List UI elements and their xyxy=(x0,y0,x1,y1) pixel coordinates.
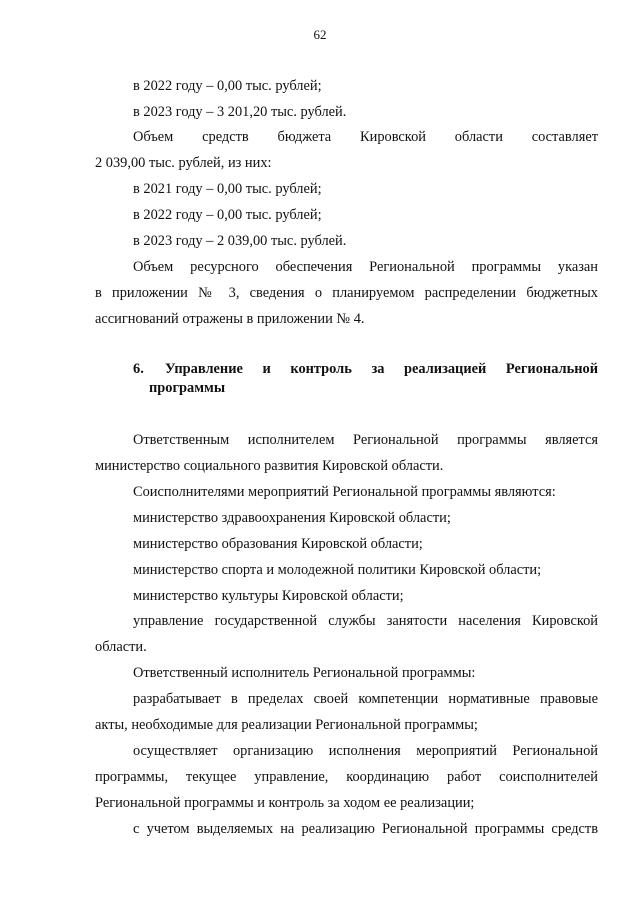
text-line: ассигнований отражены в приложении № 4. xyxy=(95,311,365,327)
text-line: министерство образования Кировской области; xyxy=(133,536,423,552)
text-line: области. xyxy=(95,639,147,655)
text-line: Ответственным исполнителем Региональной программы является xyxy=(133,432,598,448)
text-line: 2 039,00 тыс. рублей, из них: xyxy=(95,155,272,171)
text-line: управление государственной службы занятости населения Кировской xyxy=(133,613,598,629)
text-line: Объем ресурсного обеспечения Региональной программы указан xyxy=(133,259,598,275)
text-line: в 2023 году – 2 039,00 тыс. рублей. xyxy=(133,233,347,249)
text-line: Объем средств бюджета Кировской области составляет xyxy=(133,129,598,145)
text-line: Региональной программы и контроль за ходом ее реализации; xyxy=(95,795,475,811)
text-line: министерство спорта и молодежной политики Кировской области; xyxy=(133,562,542,578)
text-line: в 2021 году – 0,00 тыс. рублей; xyxy=(133,181,322,197)
text-line: Ответственный исполнитель Региональной программы: xyxy=(133,665,476,681)
text-line: акты, необходимые для реализации Региональной программы; xyxy=(95,717,478,733)
text-line: осуществляет организацию исполнения мероприятий Региональной xyxy=(133,743,598,759)
text-line: программы, текущее управление, координацию работ соисполнителей xyxy=(95,769,598,785)
text-line: в 2023 году – 3 201,20 тыс. рублей. xyxy=(133,104,347,120)
section-number: 6. xyxy=(133,361,144,377)
page-number: 62 xyxy=(313,27,327,42)
section-title: Управление и контроль за реализацией Региональной xyxy=(165,361,598,377)
text-line: Соисполнителями мероприятий Региональной программы являются: xyxy=(133,484,556,500)
text-line: министерство культуры Кировской области; xyxy=(133,588,404,604)
text-line: министерство здравоохранения Кировской области; xyxy=(133,510,451,526)
text-line: в 2022 году – 0,00 тыс. рублей; xyxy=(133,78,322,94)
text-line: разрабатывает в пределах своей компетенции нормативные правовые xyxy=(133,691,598,707)
text-line: с учетом выделяемых на реализацию Региональной программы средств xyxy=(133,821,598,837)
section-title-continuation: программы xyxy=(149,380,226,396)
text-line: в 2022 году – 0,00 тыс. рублей; xyxy=(133,207,322,223)
text-line: министерство социального развития Кировской области. xyxy=(95,458,444,474)
text-line: в приложении № 3, сведения о планируемом распределении бюджетных xyxy=(95,285,598,301)
